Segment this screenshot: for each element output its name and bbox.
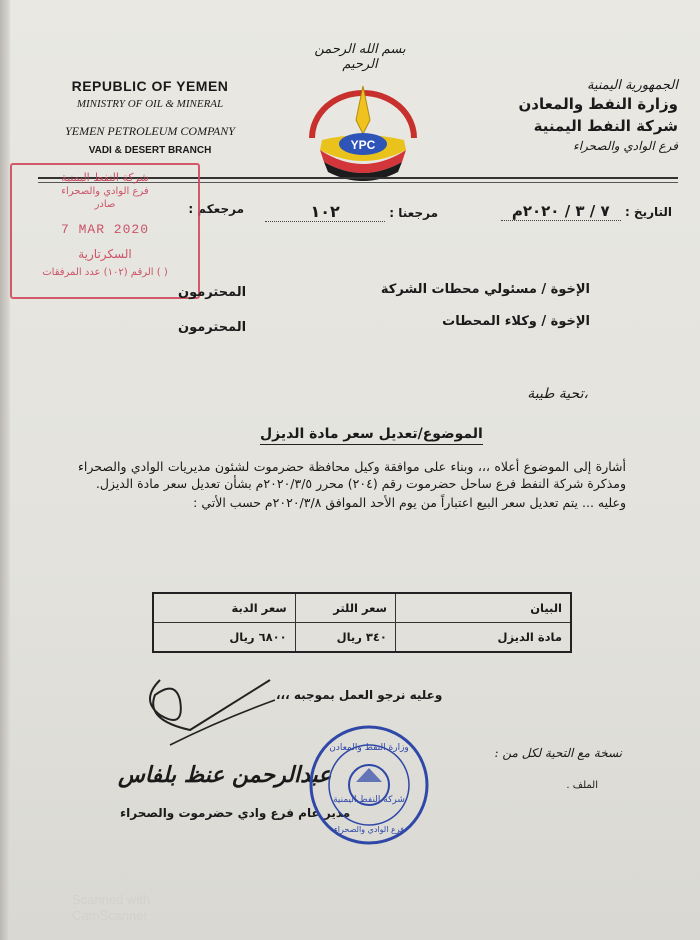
letter-body (78, 458, 626, 513)
arabic-letterhead (478, 78, 678, 153)
watermark-line-1: Scanned with (72, 892, 151, 907)
our-ref-label: مرجعنا : (389, 206, 438, 220)
english-letterhead (40, 78, 260, 156)
outgoing-stamp (10, 163, 200, 299)
cc-label: نسخة مع التحية لكل من : (494, 746, 622, 760)
binder-edge (0, 0, 10, 940)
branch-en: VADI & DESERT BRANCH (88, 145, 212, 156)
cc-item: الملف . (566, 780, 598, 791)
date-field (501, 202, 672, 221)
table-header-cell: سعر اللتر (295, 593, 395, 623)
date-label: التاريخ : (624, 205, 672, 219)
greeting: تحية طيبة، (527, 386, 588, 402)
our-ref-field (265, 202, 438, 222)
ministry-ar: وزارة النفط والمعادن (518, 95, 678, 113)
seal-bottom-text: فرع الوادي والصحراء (334, 825, 404, 834)
stamp-number: الرقم (١٠٢) عدد المرفقات ( ) (42, 267, 168, 278)
branch-ar: فرع الوادي والصحراء (573, 139, 678, 153)
table-cell: ٣٤٠ ريال (295, 623, 395, 653)
stamp-outgoing: صادر (94, 199, 116, 210)
stamp-company: شركة النفط اليمنية (61, 171, 149, 184)
table-header-cell: سعر الدبة (153, 593, 295, 623)
company-ar: شركة النفط اليمنية (533, 117, 678, 135)
recipient-2-honorific: المحترمون (178, 320, 247, 335)
your-ref-label: مرجعكم : (188, 202, 244, 216)
table-header-cell: البيان (395, 593, 571, 623)
recipient-2: الإخوة / وكلاء المحطات (442, 314, 590, 329)
seal-mid-text: شركة النفط اليمنية (333, 795, 405, 805)
logo-text: YPC (350, 138, 376, 152)
body-paragraph-2: وعليه ... يتم تعديل سعر البيع اعتباراً من يوم الأحد الموافق ٢٠٢٠/٣/٨م حسب الأتي : (193, 495, 626, 510)
stamp-date: 7 MAR 2020 (60, 222, 149, 237)
watermark-line-2: CamScanner (72, 908, 148, 923)
recipient-1-honorific: المحترمون (178, 285, 247, 300)
ypc-logo (302, 80, 424, 185)
company-en: YEMEN PETROLEUM COMPANY (65, 124, 235, 138)
ministry-en: MINISTRY OF OIL & MINERAL (76, 98, 224, 110)
country-ar: الجمهورية اليمنية (586, 78, 678, 93)
country-en: REPUBLIC OF YEMEN (71, 78, 229, 94)
signatory-title: مدير عام فرع وادي حضرموت والصحراء (120, 806, 351, 820)
stamp-branch: فرع الوادي والصحراء (61, 186, 149, 197)
our-ref-value: ١٠٢ (265, 202, 385, 222)
subject-line: الموضوع/تعديل سعر مادة الديزل (260, 426, 483, 445)
scanner-watermark (72, 892, 150, 924)
signature-scribble (130, 660, 280, 770)
official-seal (306, 722, 432, 848)
bismillah: بسم الله الرحمن الرحيم (314, 42, 406, 72)
body-paragraph-1: أشارة إلى الموضوع أعلاه ،،، وبناء على موافقة وكيل محافظة حضرموت لشئون مديريات الوادي والصحراء ومذكرة شركة النفط فرع ساحل حضرموت رقم (٢٠٤) محرر ٢٠٢٠/٣/٥م بشأن تعديل سعر مادة الديزل. (78, 459, 626, 491)
table-cell: ٦٨٠٠ ريال (153, 623, 295, 653)
seal-top-text: وزارة النفط والمعادن (329, 743, 409, 753)
table-cell: مادة الديزل (395, 623, 571, 653)
recipient-1: الإخوة / مسئولي محطات الشركة (380, 282, 590, 297)
stamp-secretariat: السكرتارية (78, 247, 132, 261)
table-row (153, 623, 571, 653)
table-header-row (153, 593, 571, 623)
signatory-name: عبدالرحمن عنظ بلفاس (118, 762, 332, 788)
closing-line: وعليه نرجو العمل بموجبه ،،، (276, 688, 443, 702)
date-value: ٧ / ٣ / ٢٠٢٠م (501, 202, 621, 221)
price-table (152, 592, 572, 653)
